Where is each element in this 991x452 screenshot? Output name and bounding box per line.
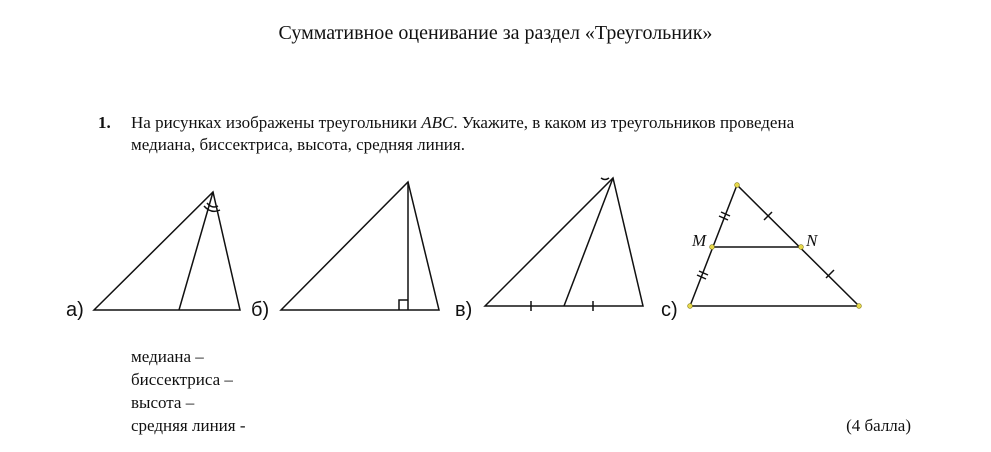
right-angle-mark [399,300,408,310]
answer-midline: средняя линия - [131,416,246,435]
answer-altitude: высота – [131,393,195,412]
answer-list [131,345,246,437]
triangle-b-altitude [281,182,439,310]
task-number: 1. [98,113,111,132]
triangle-name: ABC [421,113,454,132]
vertex-point [688,304,693,309]
point-n-dot [799,245,804,250]
figure-label-a: а) [66,299,84,321]
vertex-point [735,183,740,188]
triangle-c-midline [690,185,859,306]
apex-mark [601,178,609,180]
answer-median: медиана – [131,347,204,366]
point-label-m: M [692,231,707,250]
triangle-v-outline [485,178,643,306]
triangle-v-median [485,178,643,311]
triangle-a-outline [94,192,240,310]
median-line [564,178,613,306]
answer-bisector: биссектриса – [131,370,233,389]
figure-label-c: с) [661,299,678,321]
vertex-point [857,304,862,309]
points-value: (4 балла) [846,416,911,435]
triangle-c-outline [690,185,859,306]
figure-label-b: б) [251,299,270,321]
task-text-before: На рисунках изображены треугольники [131,113,422,132]
figure-label-v: в) [455,299,473,321]
point-label-n: N [806,231,818,250]
triangle-a-bisector [94,192,240,310]
point-m-dot [710,245,715,250]
triangle-b-outline [281,182,439,310]
task-text-after: . Укажите, в каком из треугольников проведена медиана, биссектриса, высота, средняя линия. [131,113,795,154]
document-title: Суммативное оценивание за раздел «Треугольник» [278,22,713,44]
